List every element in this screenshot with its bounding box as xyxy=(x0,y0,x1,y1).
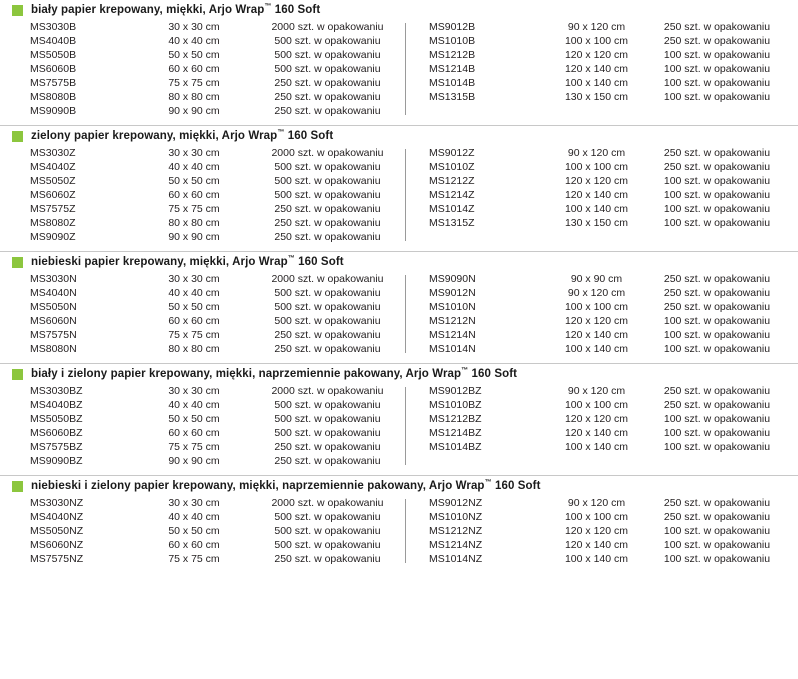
product-packaging: 250 szt. w opakowaniu xyxy=(274,77,381,89)
product-code: MS8080N xyxy=(30,343,77,355)
product-size: 80 x 80 cm xyxy=(168,343,220,355)
product-code: MS1010BZ xyxy=(429,399,482,411)
product-size: 120 x 140 cm xyxy=(564,63,629,75)
product-code: MS3030NZ xyxy=(30,497,84,509)
product-packaging: 250 szt. w opakowaniu xyxy=(663,147,771,159)
product-packaging: 500 szt. w opakowaniu xyxy=(274,427,381,439)
product-section xyxy=(0,0,798,126)
product-table-left xyxy=(30,273,405,357)
product-size: 50 x 50 cm xyxy=(168,49,220,61)
product-size: 90 x 90 cm xyxy=(168,105,220,117)
product-packaging: 100 szt. w opakowaniu xyxy=(663,49,771,61)
product-packaging: 500 szt. w opakowaniu xyxy=(274,539,381,551)
table-row xyxy=(429,273,780,287)
product-size: 30 x 30 cm xyxy=(168,385,220,397)
table-row xyxy=(30,497,405,511)
product-code: MS7575N xyxy=(30,329,77,341)
section-title-suffix: 160 Soft xyxy=(271,4,321,16)
trademark-symbol: ™ xyxy=(264,3,272,11)
product-code: MS9012N xyxy=(429,287,476,299)
table-row xyxy=(30,49,405,63)
product-code: MS5050BZ xyxy=(30,413,83,425)
section-header xyxy=(0,126,798,147)
product-packaging: 250 szt. w opakowaniu xyxy=(663,385,771,397)
product-packaging: 250 szt. w opakowaniu xyxy=(274,91,381,103)
table-row xyxy=(429,399,780,413)
product-size: 100 x 140 cm xyxy=(564,553,629,565)
table-row xyxy=(429,413,780,427)
section-columns xyxy=(0,21,798,121)
product-size: 130 x 150 cm xyxy=(564,91,629,103)
product-code: MS9012B xyxy=(429,21,476,33)
product-code: MS4040NZ xyxy=(30,511,84,523)
table-row xyxy=(30,385,405,399)
product-size: 120 x 120 cm xyxy=(564,525,629,537)
section-title-suffix: 160 Soft xyxy=(294,256,344,268)
left-column xyxy=(30,21,405,119)
table-row xyxy=(30,427,405,441)
table-row xyxy=(429,525,780,539)
product-packaging: 500 szt. w opakowaniu xyxy=(274,525,381,537)
product-size: 40 x 40 cm xyxy=(168,399,220,411)
product-size: 120 x 120 cm xyxy=(564,315,629,327)
product-packaging: 100 szt. w opakowaniu xyxy=(663,203,771,215)
table-row xyxy=(30,413,405,427)
square-bullet-icon xyxy=(12,131,23,142)
trademark-symbol: ™ xyxy=(287,255,295,263)
table-row xyxy=(30,441,405,455)
product-size: 100 x 100 cm xyxy=(564,511,629,523)
product-code: MS4040B xyxy=(30,35,77,47)
product-size: 120 x 140 cm xyxy=(564,189,629,201)
table-row xyxy=(30,77,405,91)
section-title xyxy=(31,256,344,268)
product-code: MS1214Z xyxy=(429,189,475,201)
product-packaging: 250 szt. w opakowaniu xyxy=(274,105,381,117)
product-section xyxy=(0,476,798,569)
product-size: 90 x 90 cm xyxy=(168,231,220,243)
product-size: 120 x 120 cm xyxy=(564,413,629,425)
square-bullet-icon xyxy=(12,481,23,492)
product-size: 75 x 75 cm xyxy=(168,441,220,453)
product-packaging: 250 szt. w opakowaniu xyxy=(274,455,381,467)
product-size: 75 x 75 cm xyxy=(168,553,220,565)
product-size: 30 x 30 cm xyxy=(168,21,220,33)
product-size: 90 x 120 cm xyxy=(567,287,626,299)
section-header xyxy=(0,0,798,21)
product-packaging: 500 szt. w opakowaniu xyxy=(274,189,381,201)
product-size: 100 x 140 cm xyxy=(564,203,629,215)
product-packaging: 2000 szt. w opakowaniu xyxy=(271,21,384,33)
product-size: 90 x 120 cm xyxy=(567,147,626,159)
product-code: MS5050B xyxy=(30,49,77,61)
table-row xyxy=(429,203,780,217)
table-row xyxy=(30,539,405,553)
left-column xyxy=(30,497,405,567)
product-size: 60 x 60 cm xyxy=(168,539,220,551)
product-size: 120 x 140 cm xyxy=(564,329,629,341)
product-table-left xyxy=(30,497,405,567)
section-title xyxy=(31,480,541,492)
table-row xyxy=(30,329,405,343)
product-size: 40 x 40 cm xyxy=(168,287,220,299)
product-section xyxy=(0,364,798,476)
product-code: MS4040Z xyxy=(30,161,76,173)
product-packaging: 250 szt. w opakowaniu xyxy=(274,441,381,453)
product-code: MS8080B xyxy=(30,91,77,103)
product-packaging: 100 szt. w opakowaniu xyxy=(663,315,771,327)
product-packaging: 250 szt. w opakowaniu xyxy=(663,35,771,47)
product-size: 50 x 50 cm xyxy=(168,175,220,187)
product-packaging: 100 szt. w opakowaniu xyxy=(663,329,771,341)
product-size: 30 x 30 cm xyxy=(168,147,220,159)
product-size: 60 x 60 cm xyxy=(168,315,220,327)
product-packaging: 250 szt. w opakowaniu xyxy=(663,399,771,411)
table-row xyxy=(30,217,405,231)
table-row xyxy=(429,175,780,189)
square-bullet-icon xyxy=(12,5,23,16)
product-code: MS6060B xyxy=(30,63,77,75)
table-row xyxy=(429,497,780,511)
product-table-left xyxy=(30,21,405,119)
product-packaging: 250 szt. w opakowaniu xyxy=(274,231,381,243)
table-row xyxy=(429,343,780,357)
section-title-main: niebieski i zielony papier krepowany, miękki, naprzemiennie pakowany, Arjo Wrap xyxy=(31,480,485,492)
product-code: MS1315Z xyxy=(429,217,475,229)
table-row xyxy=(429,553,780,567)
table-row xyxy=(429,287,780,301)
table-row xyxy=(429,441,780,455)
product-packaging: 100 szt. w opakowaniu xyxy=(663,553,771,565)
product-code: MS3030B xyxy=(30,21,77,33)
product-code: MS7575BZ xyxy=(30,441,83,453)
product-packaging: 100 szt. w opakowaniu xyxy=(663,77,771,89)
right-column xyxy=(405,21,780,119)
product-size: 60 x 60 cm xyxy=(168,63,220,75)
product-packaging: 100 szt. w opakowaniu xyxy=(663,413,771,425)
product-packaging: 100 szt. w opakowaniu xyxy=(663,539,771,551)
product-packaging: 250 szt. w opakowaniu xyxy=(274,203,381,215)
product-code: MS1212N xyxy=(429,315,476,327)
table-row xyxy=(30,511,405,525)
table-row xyxy=(30,553,405,567)
product-packaging: 500 szt. w opakowaniu xyxy=(274,511,381,523)
product-size: 100 x 140 cm xyxy=(564,441,629,453)
product-code: MS4040BZ xyxy=(30,399,83,411)
product-size: 30 x 30 cm xyxy=(168,497,220,509)
product-code: MS9012BZ xyxy=(429,385,482,397)
product-table-left xyxy=(30,147,405,245)
table-row xyxy=(429,427,780,441)
product-packaging: 250 szt. w opakowaniu xyxy=(663,21,771,33)
section-title-main: biały papier krepowany, miękki, Arjo Wrap xyxy=(31,4,265,16)
table-row xyxy=(429,217,780,231)
product-packaging: 500 szt. w opakowaniu xyxy=(274,413,381,425)
table-row xyxy=(429,315,780,329)
product-code: MS1212BZ xyxy=(429,413,482,425)
product-packaging: 100 szt. w opakowaniu xyxy=(663,525,771,537)
product-code: MS1214N xyxy=(429,329,476,341)
table-row xyxy=(30,91,405,105)
product-code: MS1010B xyxy=(429,35,476,47)
product-size: 90 x 120 cm xyxy=(567,21,626,33)
table-row xyxy=(30,231,405,245)
product-code: MS1014Z xyxy=(429,203,475,215)
product-size: 40 x 40 cm xyxy=(168,35,220,47)
product-section xyxy=(0,126,798,252)
product-table-right xyxy=(429,147,780,231)
table-row xyxy=(429,511,780,525)
product-packaging: 100 szt. w opakowaniu xyxy=(663,343,771,355)
product-size: 50 x 50 cm xyxy=(168,413,220,425)
table-row xyxy=(429,539,780,553)
table-row xyxy=(429,329,780,343)
product-code: MS9012Z xyxy=(429,147,475,159)
product-packaging: 250 szt. w opakowaniu xyxy=(274,217,381,229)
table-row xyxy=(30,273,405,287)
product-packaging: 100 szt. w opakowaniu xyxy=(663,217,771,229)
table-row xyxy=(429,77,780,91)
table-row xyxy=(30,35,405,49)
table-row xyxy=(30,399,405,413)
product-code: MS8080Z xyxy=(30,217,76,229)
product-code: MS6060N xyxy=(30,315,77,327)
product-size: 60 x 60 cm xyxy=(168,427,220,439)
trademark-symbol: ™ xyxy=(461,367,469,375)
product-code: MS1212B xyxy=(429,49,476,61)
product-code: MS1214BZ xyxy=(429,427,482,439)
product-packaging: 100 szt. w opakowaniu xyxy=(663,189,771,201)
section-title-suffix: 160 Soft xyxy=(468,368,518,380)
product-code: MS1014BZ xyxy=(429,441,482,453)
product-packaging: 500 szt. w opakowaniu xyxy=(274,301,381,313)
section-title xyxy=(31,368,517,380)
table-row xyxy=(429,35,780,49)
product-code: MS3030BZ xyxy=(30,385,83,397)
section-columns xyxy=(0,273,798,359)
left-column xyxy=(30,273,405,357)
product-packaging: 100 szt. w opakowaniu xyxy=(663,63,771,75)
product-table-right xyxy=(429,385,780,455)
section-title-suffix: 160 Soft xyxy=(491,480,541,492)
product-code: MS1214B xyxy=(429,63,476,75)
product-code: MS5050NZ xyxy=(30,525,84,537)
product-size: 120 x 120 cm xyxy=(564,49,629,61)
product-code: MS9090BZ xyxy=(30,455,83,467)
table-row xyxy=(429,91,780,105)
left-column xyxy=(30,147,405,245)
product-size: 120 x 140 cm xyxy=(564,427,629,439)
product-packaging: 100 szt. w opakowaniu xyxy=(663,91,771,103)
table-row xyxy=(429,49,780,63)
table-row xyxy=(429,189,780,203)
product-packaging: 500 szt. w opakowaniu xyxy=(274,399,381,411)
product-size: 100 x 140 cm xyxy=(564,77,629,89)
section-title-suffix: 160 Soft xyxy=(284,130,334,142)
product-packaging: 2000 szt. w opakowaniu xyxy=(271,147,384,159)
product-packaging: 250 szt. w opakowaniu xyxy=(663,161,771,173)
product-packaging: 250 szt. w opakowaniu xyxy=(663,301,771,313)
product-size: 100 x 100 cm xyxy=(564,161,629,173)
product-size: 100 x 140 cm xyxy=(564,343,629,355)
product-packaging: 250 szt. w opakowaniu xyxy=(663,273,771,285)
product-size: 100 x 100 cm xyxy=(564,301,629,313)
table-row xyxy=(429,301,780,315)
right-column xyxy=(405,385,780,469)
right-column xyxy=(405,497,780,567)
product-size: 130 x 150 cm xyxy=(564,217,629,229)
table-row xyxy=(30,161,405,175)
product-size: 120 x 120 cm xyxy=(564,175,629,187)
product-size: 60 x 60 cm xyxy=(168,189,220,201)
product-code: MS1212Z xyxy=(429,175,475,187)
section-title xyxy=(31,130,333,142)
section-header xyxy=(0,364,798,385)
table-row xyxy=(30,189,405,203)
product-size: 100 x 100 cm xyxy=(564,35,629,47)
table-row xyxy=(429,385,780,399)
product-code: MS6060Z xyxy=(30,189,76,201)
product-size: 90 x 90 cm xyxy=(570,273,623,285)
product-packaging: 2000 szt. w opakowaniu xyxy=(271,385,384,397)
section-title-main: biały i zielony papier krepowany, miękki, naprzemiennie pakowany, Arjo Wrap xyxy=(31,368,462,380)
product-packaging: 100 szt. w opakowaniu xyxy=(663,441,771,453)
product-size: 90 x 120 cm xyxy=(567,385,626,397)
product-code: MS6060NZ xyxy=(30,539,84,551)
product-code: MS5050Z xyxy=(30,175,76,187)
product-packaging: 250 szt. w opakowaniu xyxy=(663,511,771,523)
product-code: MS7575B xyxy=(30,77,77,89)
product-code: MS7575Z xyxy=(30,203,76,215)
square-bullet-icon xyxy=(12,257,23,268)
section-columns xyxy=(0,497,798,569)
product-size: 40 x 40 cm xyxy=(168,161,220,173)
product-section xyxy=(0,252,798,364)
product-packaging: 2000 szt. w opakowaniu xyxy=(271,497,384,509)
product-size: 75 x 75 cm xyxy=(168,203,220,215)
section-title xyxy=(31,4,320,16)
table-row xyxy=(429,63,780,77)
product-code: MS1014N xyxy=(429,343,476,355)
section-header xyxy=(0,476,798,497)
product-packaging: 100 szt. w opakowaniu xyxy=(663,427,771,439)
product-packaging: 500 szt. w opakowaniu xyxy=(274,175,381,187)
product-packaging: 250 szt. w opakowaniu xyxy=(274,329,381,341)
product-packaging: 500 szt. w opakowaniu xyxy=(274,63,381,75)
product-code: MS1214NZ xyxy=(429,539,483,551)
product-packaging: 500 szt. w opakowaniu xyxy=(274,161,381,173)
product-size: 30 x 30 cm xyxy=(168,273,220,285)
product-code: MS9012NZ xyxy=(429,497,483,509)
section-title-main: niebieski papier krepowany, miękki, Arjo Wrap xyxy=(31,256,288,268)
table-row xyxy=(30,455,405,469)
product-code: MS9090B xyxy=(30,105,77,117)
product-size: 80 x 80 cm xyxy=(168,217,220,229)
product-table-right xyxy=(429,273,780,357)
product-size: 100 x 100 cm xyxy=(564,399,629,411)
product-code: MS5050N xyxy=(30,301,77,313)
product-size: 75 x 75 cm xyxy=(168,77,220,89)
left-column xyxy=(30,385,405,469)
table-row xyxy=(429,147,780,161)
product-code: MS1014NZ xyxy=(429,553,483,565)
product-code: MS1010NZ xyxy=(429,511,483,523)
product-packaging: 500 szt. w opakowaniu xyxy=(274,35,381,47)
product-packaging: 250 szt. w opakowaniu xyxy=(274,343,381,355)
product-code: MS7575NZ xyxy=(30,553,84,565)
product-code: MS6060BZ xyxy=(30,427,83,439)
product-size: 80 x 80 cm xyxy=(168,91,220,103)
table-row xyxy=(30,63,405,77)
section-columns xyxy=(0,385,798,471)
product-code: MS1315B xyxy=(429,91,476,103)
table-row xyxy=(30,21,405,35)
product-packaging: 250 szt. w opakowaniu xyxy=(274,553,381,565)
right-column xyxy=(405,147,780,245)
product-code: MS3030Z xyxy=(30,147,76,159)
table-row xyxy=(30,203,405,217)
product-packaging: 250 szt. w opakowaniu xyxy=(663,497,771,509)
product-packaging: 500 szt. w opakowaniu xyxy=(274,287,381,299)
table-row xyxy=(30,287,405,301)
square-bullet-icon xyxy=(12,369,23,380)
product-size: 75 x 75 cm xyxy=(168,329,220,341)
trademark-symbol: ™ xyxy=(484,479,492,487)
product-size: 90 x 90 cm xyxy=(168,455,220,467)
product-table-right xyxy=(429,21,780,105)
product-packaging: 500 szt. w opakowaniu xyxy=(274,49,381,61)
product-code: MS1014B xyxy=(429,77,476,89)
product-packaging: 250 szt. w opakowaniu xyxy=(663,287,771,299)
table-row xyxy=(30,343,405,357)
product-code: MS9090Z xyxy=(30,231,76,243)
table-row xyxy=(30,175,405,189)
product-code: MS1010N xyxy=(429,301,476,313)
product-table-left xyxy=(30,385,405,469)
product-size: 50 x 50 cm xyxy=(168,525,220,537)
product-code: MS1010Z xyxy=(429,161,475,173)
product-code: MS1212NZ xyxy=(429,525,483,537)
table-row xyxy=(30,147,405,161)
table-row xyxy=(30,105,405,119)
product-code: MS9090N xyxy=(429,273,476,285)
product-table-right xyxy=(429,497,780,567)
section-header xyxy=(0,252,798,273)
product-size: 50 x 50 cm xyxy=(168,301,220,313)
table-row xyxy=(30,525,405,539)
product-packaging: 500 szt. w opakowaniu xyxy=(274,315,381,327)
product-size: 90 x 120 cm xyxy=(567,497,626,509)
product-code: MS4040N xyxy=(30,287,77,299)
product-packaging: 2000 szt. w opakowaniu xyxy=(271,273,384,285)
table-row xyxy=(30,315,405,329)
product-size: 120 x 140 cm xyxy=(564,539,629,551)
table-row xyxy=(429,21,780,35)
product-code: MS3030N xyxy=(30,273,77,285)
section-columns xyxy=(0,147,798,247)
table-row xyxy=(30,301,405,315)
product-size: 40 x 40 cm xyxy=(168,511,220,523)
product-packaging: 100 szt. w opakowaniu xyxy=(663,175,771,187)
trademark-symbol: ™ xyxy=(277,129,285,137)
section-title-main: zielony papier krepowany, miękki, Arjo Wrap xyxy=(31,130,278,142)
right-column xyxy=(405,273,780,357)
table-row xyxy=(429,161,780,175)
